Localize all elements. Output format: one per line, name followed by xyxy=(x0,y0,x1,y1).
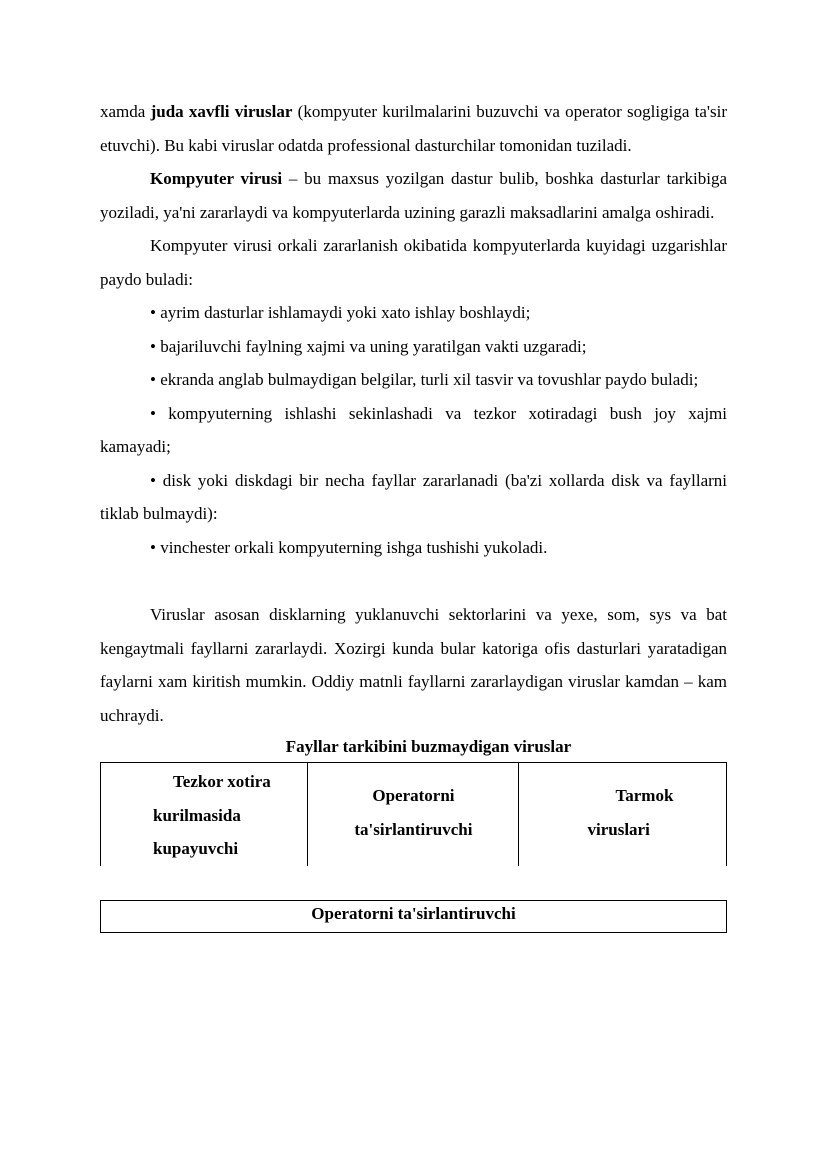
paragraph-2-rest: – bu maxsus yozilgan dastur bulib, boshka dasturlar tarkibiga yoziladi, ya'ni zararlaydi va kompyuterlarda uzining garazli maksadlarini amalga oshiradi. xyxy=(100,169,727,222)
bullet-item: • vinchester orkali kompyuterning ishga tushishi yukoladi. xyxy=(150,537,548,557)
table-row xyxy=(101,763,727,866)
bullet-item: • ekranda anglab bulmaydigan belgilar, turli xil tasvir va tovushlar paydo buladi; xyxy=(150,370,699,389)
cell-line: Tezkor xotira xyxy=(173,772,271,791)
operator-box: Operatorni ta'sirlantiruvchi xyxy=(100,900,727,933)
table-caption: Fayllar tarkibini buzmaydigan viruslar xyxy=(285,737,572,756)
bullet-item: • ayrim dasturlar ishlamaydi yoki xato ishlay boshlaydi; xyxy=(150,303,531,322)
document-page xyxy=(100,95,727,933)
cell-line: kurilmasida xyxy=(153,805,241,825)
cell-line: Operatorni xyxy=(372,786,455,805)
paragraph-2 xyxy=(100,162,727,229)
cell-line: Tarmok xyxy=(615,786,674,805)
bullet-item: • kompyuterning ishlashi sekinlashadi va tezkor xotiradagi bush joy xajmi kamayadi; xyxy=(100,403,727,456)
table-cell-memory xyxy=(101,763,308,866)
cell-line: kupayuvchi xyxy=(153,839,239,858)
blank-line xyxy=(100,564,727,598)
paragraph-3: Kompyuter virusi orkali zararlanish okibatida kompyuterlarda kuyidagi uzgarishlar paydo buladi: xyxy=(100,236,727,289)
cell-line: ta'sirlantiruvchi xyxy=(354,819,473,839)
bullet-item: • disk yoki diskdagi bir necha fayllar zararlanadi (ba'zi xollarda disk va fayllarni tiklab bulmaydi): xyxy=(100,470,727,523)
term-kompyuter-virusi: Kompyuter virusi xyxy=(150,169,283,188)
cell-line: viruslari xyxy=(587,819,650,839)
paragraph-1-bold: juda xavfli viruslar xyxy=(150,102,293,121)
paragraph-1-rest: (kompyuter kurilmalarini buzuvchi va operator sogligiga ta'sir etuvchi). Bu kabi viruslar odatda professional dasturchilar tomonidan tuziladi. xyxy=(100,102,727,155)
table-cell-network xyxy=(519,763,727,866)
table-cell-operator xyxy=(308,763,519,866)
virus-types-table xyxy=(100,762,727,866)
bullet-item: • bajariluvchi faylning xajmi va uning yaratilgan vakti uzgaradi; xyxy=(150,336,587,356)
paragraph-1-start: xamda xyxy=(100,102,151,121)
paragraph-4: Viruslar asosan disklarning yuklanuvchi sektorlarini va yexe, som, sys va bat kengaytmali fayllarni zararlaydi. Xozirgi kunda bular katoriga ofis dasturlari yaratadigan faylarni xam kiritish mumkin. Oddiy matnli fayllarni zararlaydigan viruslar kamdan – kam uchraydi. xyxy=(100,605,727,725)
paragraph-1 xyxy=(100,95,727,162)
